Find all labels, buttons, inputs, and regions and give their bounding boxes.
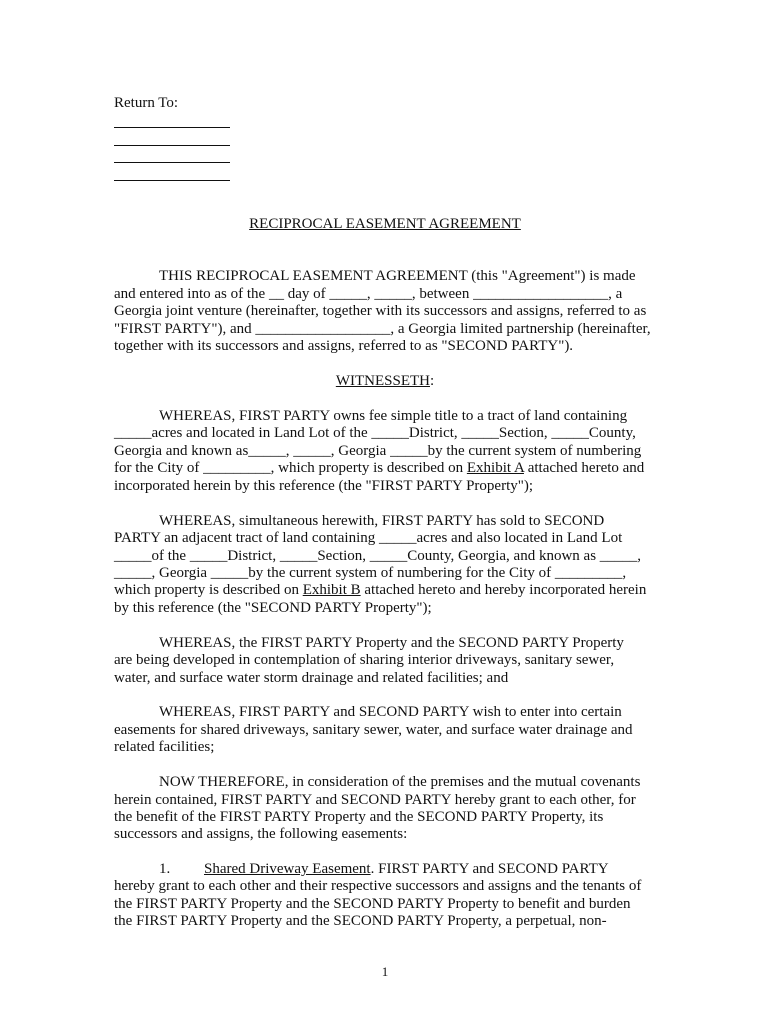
recital-1-line: _____acres and located in Land Lot of the _____District, _____Section, _____County, bbox=[114, 425, 636, 441]
operative-line: NOW THEREFORE, in consideration of the premises and the mutual covenants bbox=[159, 774, 641, 790]
recital-2-line: WHEREAS, simultaneous herewith, FIRST PARTY has sold to SECOND bbox=[159, 513, 605, 529]
recital-2-line: _____of the _____District, _____Section, _____County, Georgia, and known as _____, bbox=[114, 548, 642, 564]
document-title: RECIPROCAL EASEMENT AGREEMENT bbox=[249, 216, 521, 232]
recital-2-line bbox=[114, 582, 646, 600]
text-run: . FIRST PARTY and SECOND PARTY bbox=[370, 861, 609, 877]
recital-3-line: WHEREAS, the FIRST PARTY Property and the SECOND PARTY Property bbox=[159, 635, 624, 651]
section-1-line: hereby grant to each other and their respective successors and assigns and the tenants of bbox=[114, 878, 642, 894]
operative-line: the benefit of the FIRST PARTY Property and the SECOND PARTY Property, its bbox=[114, 809, 604, 825]
recital-4-line: WHEREAS, FIRST PARTY and SECOND PARTY wish to enter into certain bbox=[159, 704, 622, 720]
operative-line: herein contained, FIRST PARTY and SECOND PARTY hereby grant to each other, for bbox=[114, 792, 636, 808]
recital-4-line: related facilities; bbox=[114, 739, 215, 755]
recital-4-line: easements for shared driveways, sanitary sewer, water, and surface water drainage and bbox=[114, 722, 633, 738]
recital-1-line: Georgia and known as_____, _____, Georgia _____by the current system of numbering bbox=[114, 443, 642, 459]
return-to-blank-line bbox=[114, 145, 230, 146]
exhibit-b-link: Exhibit B bbox=[302, 582, 361, 598]
recital-2-line: PARTY an adjacent tract of land containing _____acres and also located in Land Lot bbox=[114, 530, 623, 546]
intro-line: Georgia joint venture (hereinafter, together with its successors and assigns, referred to as bbox=[114, 303, 647, 319]
operative-line: successors and assigns, the following easements: bbox=[114, 826, 408, 842]
return-to-blank-line bbox=[114, 162, 230, 163]
return-to-blank-line bbox=[114, 180, 230, 181]
section-1-heading-line bbox=[204, 861, 609, 879]
return-to-blank-line bbox=[114, 127, 230, 128]
recital-3-line: water, and surface water storm drainage and related facilities; and bbox=[114, 670, 509, 686]
return-to-label: Return To: bbox=[114, 95, 179, 111]
exhibit-a-link: Exhibit A bbox=[466, 460, 524, 476]
text-run: which property is described on bbox=[114, 582, 303, 598]
text-run: attached hereto and hereby incorporated herein bbox=[360, 582, 647, 598]
witnesseth-word: WITNESSETH bbox=[335, 373, 430, 389]
recital-1-line: incorporated herein by this reference (the "FIRST PARTY Property"); bbox=[114, 478, 534, 494]
section-1-line: the FIRST PARTY Property and the SECOND PARTY Property to benefit and burden bbox=[114, 896, 631, 912]
witnesseth-heading bbox=[0, 373, 770, 391]
text-run: for the City of _________, which property is described on bbox=[114, 460, 467, 476]
intro-line: and entered into as of the __ day of _____, _____, between __________________, a bbox=[114, 286, 623, 302]
intro-line: together with its successors and assigns, referred to as "SECOND PARTY"). bbox=[114, 338, 574, 354]
recital-3-line: are being developed in contemplation of sharing interior driveways, sanitary sewer, bbox=[114, 652, 615, 668]
section-1-heading: Shared Driveway Easement bbox=[204, 861, 371, 877]
recital-1-line bbox=[114, 460, 644, 478]
section-1-number: 1. bbox=[159, 861, 171, 877]
recital-2-line: by this reference (the "SECOND PARTY Property"); bbox=[114, 600, 432, 616]
recital-1-line: WHEREAS, FIRST PARTY owns fee simple title to a tract of land containing bbox=[159, 408, 628, 424]
section-1-line: the FIRST PARTY Property and the SECOND PARTY Property, a perpetual, non- bbox=[114, 913, 607, 929]
recital-2-line: _____, Georgia _____by the current system of numbering for the City of _________, bbox=[114, 565, 627, 581]
page-number: 1 bbox=[381, 964, 389, 979]
intro-line: "FIRST PARTY"), and __________________, a Georgia limited partnership (hereinafter, bbox=[114, 321, 651, 337]
text-run: attached hereto and bbox=[523, 460, 645, 476]
intro-line: THIS RECIPROCAL EASEMENT AGREEMENT (this "Agreement") is made bbox=[159, 268, 636, 284]
witnesseth-colon: : bbox=[429, 373, 435, 389]
